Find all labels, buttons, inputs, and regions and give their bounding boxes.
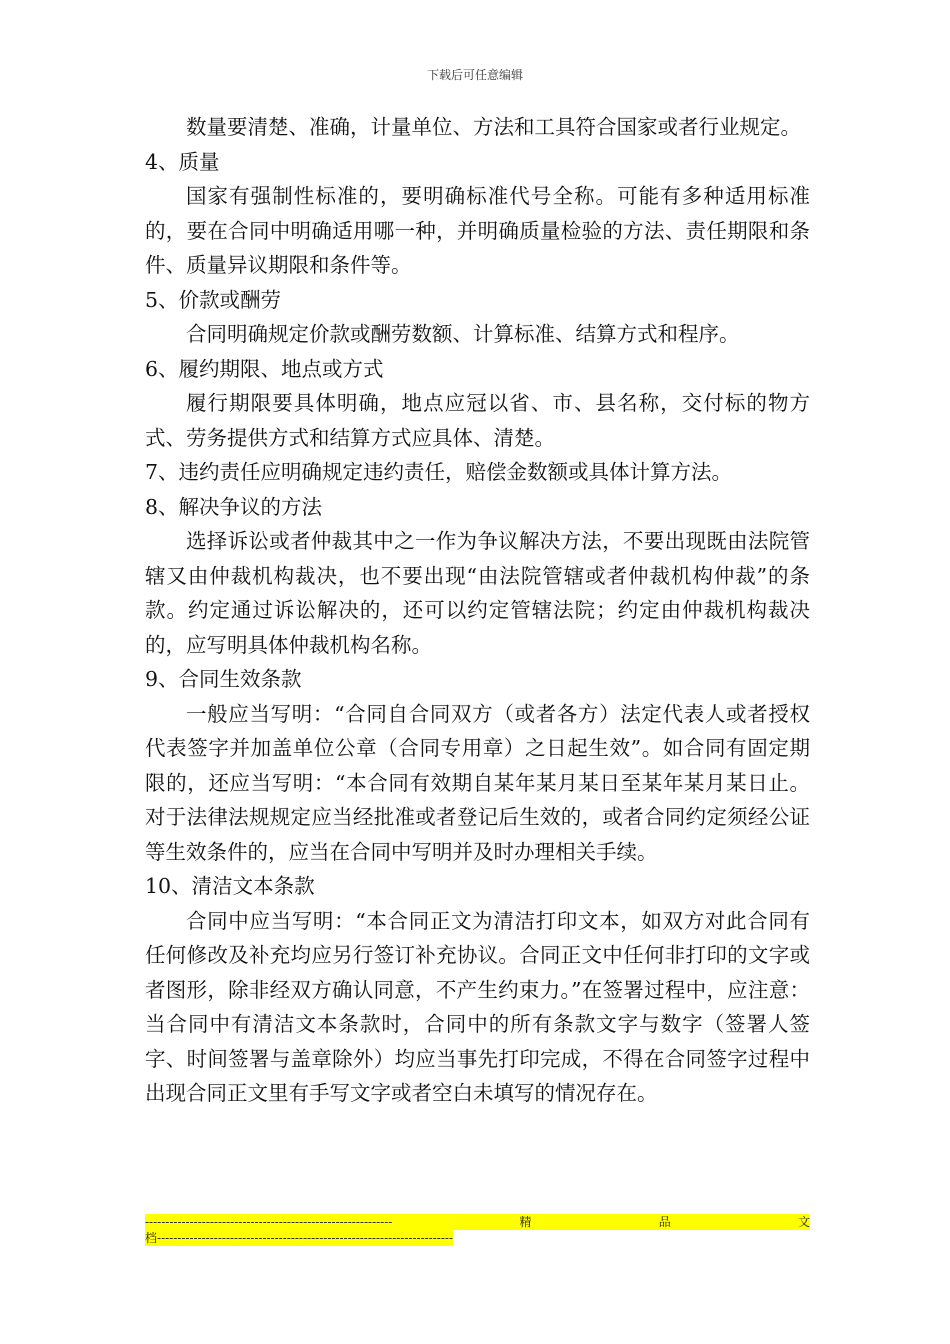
paragraph-quality: 国家有强制性标准的，要明确标准代号全称。可能有多种适用标准的，要在合同中明确适用哪一种，并明确质量检验的方法、责任期限和条件、质量异议期限和条件等。: [145, 184, 810, 277]
footer-word-1: 精: [519, 1215, 532, 1229]
footer-line-2: [145, 1230, 453, 1246]
heading-effective-clause: 9、合同生效条款: [145, 667, 302, 691]
paragraph-quantity: 数量要清楚、准确，计量单位、方法和工具符合国家或者行业规定。: [186, 115, 801, 139]
footer-word-4: 档: [145, 1231, 158, 1245]
heading-liability: 7、违约责任应明确规定违约责任，赔偿金数额或具体计算方法。: [145, 460, 733, 484]
heading-clean-text: 10、清洁文本条款: [145, 874, 315, 898]
heading-price: 5、价款或酬劳: [145, 287, 282, 312]
footer-word-2: 品: [658, 1215, 671, 1229]
heading-dispute: 8、解决争议的方法: [145, 494, 323, 519]
heading-quality: 4、质量: [145, 149, 220, 174]
paragraph-clean-text: 合同中应当写明：“本合同正文为清洁打印文本，如双方对此合同有任何修改及补充均应另行签订补充协议。合同正文中任何非打印的文字或者图形，除非经双方确认同意，不产生约束力。”在签署过程中，应注意：当合同中有清洁文本条款时，合同中的所有条款文字与数字（签署人签字、时间签署与盖章除外）均应当事先打印完成，不得在合同签字过程中出现合同正文里有手写文字或者空白未填写的情况存在。: [145, 908, 810, 1105]
paragraph-performance: 履行期限要具体明确，地点应冠以省、市、县名称，交付标的物方式、劳务提供方式和结算方式应具体、清楚。: [145, 391, 810, 450]
footer-dashes-left: -------------------------------------------------------------: [145, 1215, 393, 1229]
footer-word-3: 文: [797, 1215, 810, 1229]
page-header: 下载后可任意编辑: [426, 68, 523, 82]
paragraph-dispute: 选择诉讼或者仲裁其中之一作为争议解决方法，不要出现既由法院管辖又由仲裁机构裁决，也不要出现“由法院管辖或者仲裁机构仲裁”的条款。约定通过诉讼解决的，还可以约定管辖法院；约定由仲裁机构裁决的，应写明具体仲裁机构名称。: [145, 529, 810, 657]
footer-dashes-right: -------------------------------------------------------------------------: [157, 1231, 454, 1245]
document-body: [145, 110, 810, 1111]
paragraph-price: 合同明确规定价款或酬劳数额、计算标准、结算方式和程序。: [186, 322, 740, 346]
footer-line-1: [145, 1214, 810, 1230]
heading-performance: 6、履约期限、地点或方式: [145, 356, 384, 381]
page-footer: [145, 1214, 810, 1246]
paragraph-effective-clause: 一般应当写明：“合同自合同双方（或者各方）法定代表人或者授权代表签字并加盖单位公章（合同专用章）之日起生效”。如合同有固定期限的，还应当写明：“本合同有效期自某年某月某日至某年某月某日止。对于法律法规规定应当经批准或者登记后生效的，或者合同约定须经公证等生效条件的，应当在合同中写明并及时办理相关手续。: [145, 701, 810, 864]
